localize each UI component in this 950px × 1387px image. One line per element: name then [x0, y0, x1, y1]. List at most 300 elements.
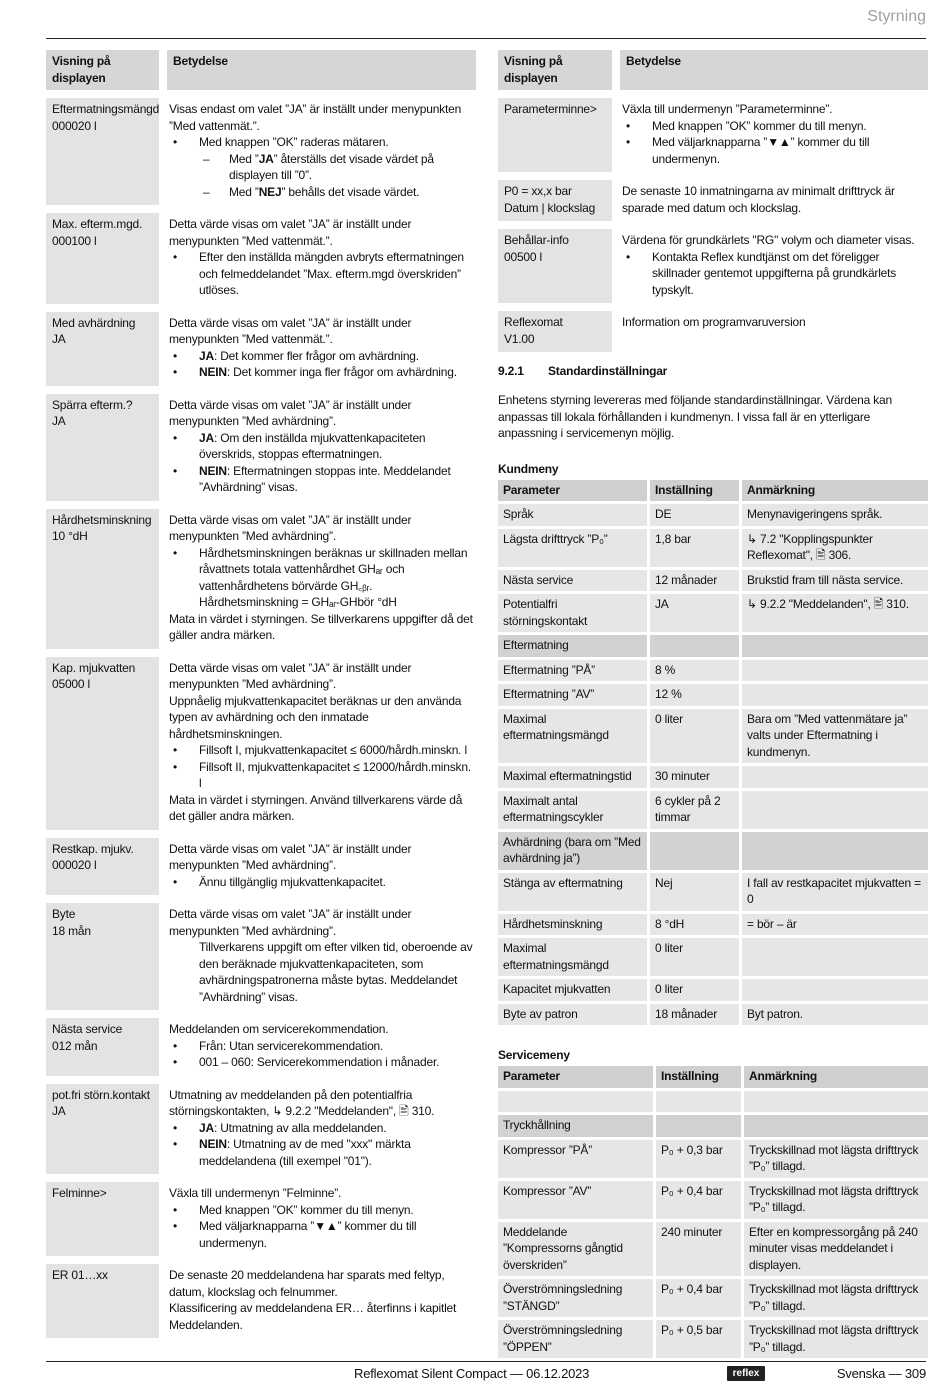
group-row: [498, 832, 928, 873]
kundmeny-caption: Kundmeny: [498, 461, 559, 476]
meaning-text: De senaste 20 meddelandena har sparats med feltyp, datum, klockslag och felnummer.: [169, 1268, 445, 1299]
table-row: [498, 1279, 928, 1320]
table-row: [46, 1264, 476, 1346]
bullet-mark: •: [173, 250, 178, 264]
remark-cell: [742, 791, 928, 832]
bullet-mark: •: [173, 874, 178, 889]
footer-page-number: Svenska — 309: [836, 1366, 926, 1381]
bullet-item: [169, 545, 474, 611]
table-row: [498, 766, 928, 791]
display-meaning-table-right: [498, 50, 928, 360]
remark-cell: [742, 635, 928, 660]
bullet-body: : Om den inställda mjukvattenkapaciteten överskrids, stoppas eftermatningen.: [199, 430, 426, 461]
meaning-cell: [167, 657, 476, 838]
bullet-text: [199, 134, 389, 151]
sub-bullet-text: [229, 151, 474, 184]
remark-cell: Tryckskillnad mot lägsta drifttryck ”P₀” tillagd.: [744, 1320, 928, 1361]
meaning-cell: [167, 509, 476, 657]
sub-pre: Med ”: [229, 151, 259, 166]
parameter-cell: Maximal eftermatningsmängd: [498, 938, 650, 979]
meaning-text: Detta värde visas om valet ”JA” är inställt under menypunkten ”Med avhärdning”.: [169, 907, 412, 938]
bullet-mark: •: [173, 365, 178, 379]
bullet-mark: •: [173, 1137, 178, 1151]
display-cell: [46, 838, 167, 904]
bullet-text: [199, 463, 474, 496]
bullet-mark: •: [173, 135, 178, 149]
setting-cell: 240 minuter: [656, 1222, 744, 1280]
bullet-text: [199, 364, 457, 381]
meaning-text: Detta värde visas om valet ”JA” är inställt under menypunkten ”Med avhärdning”.: [169, 512, 412, 543]
sub-bullet-text: [229, 184, 419, 201]
meaning-text: Mata in värdet i styrningen. Använd tillverkarens värde då det gäller andra märken.: [169, 792, 463, 823]
meaning-cell: [167, 98, 476, 213]
display-text: Med avhärdning: [52, 315, 136, 330]
bullet-text: [199, 759, 474, 792]
remark-cell: [744, 1091, 928, 1116]
display-cell: [498, 311, 620, 360]
meaning-text: Värdena för grundkärlets "RG" volym och diameter visas.: [622, 233, 915, 247]
display-text: Parameterminne>: [504, 102, 597, 116]
header-rule: [46, 38, 926, 39]
setting-cell: 8 °dH: [650, 914, 742, 939]
bullet-keyword: NEIN: [199, 463, 227, 478]
display-cell: [498, 229, 620, 311]
display-meaning-table-left: [46, 50, 476, 1346]
remark-cell: I fall av restkapacitet mjukvatten = 0: [742, 873, 928, 914]
bullet-mark: •: [173, 1038, 178, 1053]
parameter-cell: Maximal eftermatningstid: [498, 766, 650, 791]
parameter-cell: Avhärdning (bara om ”Med avhärdning ja”): [498, 832, 650, 873]
bullet-item: [169, 874, 474, 891]
display-text: P0 = xx,x bar: [504, 184, 572, 198]
display-text: 000020 l: [52, 118, 97, 133]
bullet-text: [199, 1202, 414, 1219]
table-row: [498, 914, 928, 939]
table-row: [46, 1084, 476, 1183]
bullet-item: [169, 1054, 474, 1071]
meaning-text: Detta värde visas om valet ”JA” är inställt under menypunkten ”Med vattenmät.”.: [169, 315, 412, 346]
display-text: Kap. mjukvatten: [52, 660, 136, 675]
display-cell: [498, 180, 620, 229]
setting-cell: 12 månader: [650, 570, 742, 595]
display-text: Felminne>: [52, 1186, 107, 1200]
parameter-cell: Kompressor ”PÅ”: [498, 1140, 656, 1181]
meaning-cell: [620, 229, 928, 311]
setting-cell: Nej: [650, 873, 742, 914]
display-text: Byte: [52, 907, 76, 921]
setting-cell: 1,8 bar: [650, 529, 742, 570]
bullet-body: 001 – 060: Servicerekommendation i månader.: [199, 1055, 440, 1069]
bullet-body: : Det kommer fler frågor om avhärdning.: [213, 348, 419, 363]
parameter-cell: Maximal eftermatningsmängd: [498, 709, 650, 767]
meaning-text: Klassificering av meddelandena ER… återfinns i kapitlet Meddelanden.: [169, 1301, 457, 1332]
section-intro: Enhetens styrning levereras med följande standardinställningar. Värdena kan anpassas till lokala förhållanden i kundmenyn. I vissa fall är en ytterligare anpassning i servicemenyn möjlig.: [498, 393, 892, 440]
bullet-mark: •: [173, 743, 178, 757]
setting-cell: 0 liter: [650, 938, 742, 979]
meaning-cell: [167, 394, 476, 509]
display-text: JA: [52, 1104, 66, 1118]
display-text: Eftermatningsmängd: [52, 102, 160, 116]
table-row: [46, 838, 476, 904]
table-row: [498, 938, 928, 979]
display-text: Restkap. mjukv.: [52, 841, 134, 856]
remark-cell: [744, 1115, 928, 1140]
table-header-display: Visning på displayen: [46, 50, 167, 98]
meaning-text: Växla till undermenyn ”Parameterminne”.: [622, 102, 833, 116]
remark-cell: [742, 766, 928, 791]
bullet-item: [169, 348, 474, 365]
meaning-text: De senaste 10 inmatningarna av minimalt drifttryck är sparade med datum och klockslag.: [622, 184, 895, 215]
display-text: JA: [52, 332, 66, 346]
meaning-text: Växla till undermenyn ”Felminne”.: [169, 1186, 342, 1200]
parameter-cell: Kompressor ”AV”: [498, 1181, 656, 1222]
bullet-text: [652, 134, 926, 167]
parameter-cell: Potentialfri störningskontakt: [498, 594, 650, 635]
bullet-keyword: NEIN: [199, 365, 227, 379]
meaning-cell: [620, 98, 928, 180]
bullet-mark: •: [173, 1202, 178, 1217]
display-text: 012 mån: [52, 1038, 98, 1053]
table-header-display: Visning på displayen: [498, 50, 620, 98]
sub-body: ” behålls det visade värdet.: [281, 184, 420, 199]
bullet-mark: •: [173, 463, 178, 478]
table-row: [498, 1091, 928, 1116]
meaning-text: Information om programvaruversion: [622, 315, 806, 329]
bullet-text: [652, 249, 926, 299]
display-cell: [46, 98, 167, 213]
right-column: [498, 50, 928, 1361]
parameter-cell: [498, 1091, 656, 1116]
bullet-item: [622, 134, 926, 167]
table-row: [498, 1222, 928, 1280]
setting-cell: 18 månader: [650, 1004, 742, 1029]
table-row: [498, 979, 928, 1004]
table-row: [46, 98, 476, 213]
bullet-item: [169, 463, 474, 496]
display-cell: [46, 1084, 167, 1183]
meaning-cell: [167, 1018, 476, 1084]
parameter-cell: Eftermatning ”PÅ”: [498, 660, 650, 685]
bullet-keyword: NEIN: [199, 1137, 227, 1151]
bullet-body: : Utmatning av alla meddelanden.: [213, 1120, 387, 1135]
bullet-item: [169, 742, 474, 759]
bullet-text: [652, 118, 867, 135]
remark-cell: Tryckskillnad mot lägsta drifttryck ”P₀” tillagd.: [744, 1279, 928, 1320]
setting-cell: P₀ + 0,5 bar: [656, 1320, 744, 1361]
display-cell: [46, 903, 167, 1018]
bullet-body: Hårdhetsminskningen beräknas ur skillnaden mellan råvattnets totala vattenhårdhet GHₐᵣ och vattenhårdhetens börvärde GH꜀ᵦᵣ. Hårdhetsminskning = GHₐᵣ-GHbör °dH: [199, 545, 468, 609]
setting-cell: 6 cykler på 2 timmar: [650, 791, 742, 832]
bullet-mark: •: [173, 545, 178, 560]
setting-cell: [650, 635, 742, 660]
servicemeny-caption: Servicemeny: [498, 1048, 570, 1062]
bullet-text: [199, 545, 474, 611]
remark-cell: Byt patron.: [742, 1004, 928, 1029]
table-row: [46, 312, 476, 394]
bullet-mark: •: [626, 135, 631, 149]
table-row: [498, 873, 928, 914]
table-row: [498, 791, 928, 832]
table-row: [46, 903, 476, 1018]
remark-cell: Tryckskillnad mot lägsta drifttryck ”P₀” tillagd.: [744, 1181, 928, 1222]
meaning-text: Utmatning av meddelanden på den potentialfria störningskontakten, ↳ 9.2.2 "Meddelanden", 🖹 310.: [169, 1087, 435, 1118]
table-row: [46, 213, 476, 312]
meaning-text: Detta värde visas om valet ”JA” är inställt under menypunkten ”Med avhärdning”.: [169, 397, 412, 428]
bullet-item: [622, 118, 926, 135]
parameter-cell: Eftermatning: [498, 635, 650, 660]
parameter-cell: Överströmningsledning ”STÄNGD”: [498, 1279, 656, 1320]
remark-cell: Bara om ”Med vattenmätare ja” valts under Eftermatning i kundmenyn.: [742, 709, 928, 767]
bullet-text: [199, 874, 386, 891]
parameter-cell: Maximalt antal eftermatningscykler: [498, 791, 650, 832]
bullet-body: : Det kommer inga fler frågor om avhärdning.: [226, 365, 457, 379]
setting-cell: 8 %: [650, 660, 742, 685]
bullet-text: [199, 1136, 474, 1169]
meaning-text: Detta värde visas om valet ”JA” är inställt under menypunkten ”Med avhärdning”.: [169, 841, 412, 872]
bullet-item: [169, 1120, 474, 1137]
meaning-cell: [167, 1182, 476, 1264]
table-row: [46, 394, 476, 509]
meaning-cell: [167, 312, 476, 394]
bullet-mark: •: [173, 1219, 178, 1233]
display-text: Reflexomat: [504, 315, 563, 329]
display-text: Spärra efterm.?: [52, 397, 133, 412]
setting-cell: P₀ + 0,4 bar: [656, 1181, 744, 1222]
display-cell: [46, 1182, 167, 1264]
bullet-body: Efter den inställda mängden avbryts eftermatningen och felmeddelandet ”Max. efterm.mgd överskriden” utlöses.: [199, 250, 464, 297]
remark-cell: Efter en kompressorgång på 240 minuter visas meddelandet i displayen.: [744, 1222, 928, 1280]
display-cell: [46, 213, 167, 312]
bullet-body: : Eftermatningen stoppas inte. Meddelandet ”Avhärdning” visas.: [199, 463, 451, 494]
table-row: [498, 180, 928, 229]
table-row: [498, 684, 928, 709]
column-header: Parameter: [498, 1066, 656, 1091]
display-cell: [46, 1264, 167, 1346]
display-text: 00500 l: [504, 249, 542, 264]
table-row: [498, 1140, 928, 1181]
display-text: V1.00: [504, 331, 535, 346]
meaning-text: Visas endast om valet ”JA” är inställt under menypunkten ”Med vattenmät.”.: [169, 102, 462, 133]
table-row: [498, 1181, 928, 1222]
setting-cell: 12 %: [650, 684, 742, 709]
table-row: [498, 229, 928, 311]
kundmeny-table: [498, 480, 928, 1029]
meaning-text: Detta värde visas om valet ”JA” är inställt under menypunkten ”Med vattenmät.”.: [169, 217, 412, 248]
table-row: [498, 660, 928, 685]
parameter-cell: Språk: [498, 504, 650, 529]
bullet-mark: •: [626, 118, 631, 133]
bullet-text: [199, 1120, 386, 1137]
table-row: [498, 1320, 928, 1361]
meaning-cell: [167, 838, 476, 904]
parameter-cell: Nästa service: [498, 570, 650, 595]
display-text: 05000 l: [52, 677, 90, 691]
bullet-text: [199, 742, 467, 759]
bullet-item: [169, 430, 474, 463]
remark-cell: ↳ 7.2 "Kopplingspunkter Reflexomat", 🖹 306.: [742, 529, 928, 570]
display-text: JA: [52, 414, 66, 428]
table-row: [498, 529, 928, 570]
remark-cell: [742, 938, 928, 979]
bullet-keyword: JA: [199, 430, 214, 445]
display-cell: [46, 312, 167, 394]
sub-bullet-item: [169, 184, 474, 201]
remark-cell: [742, 660, 928, 685]
section-number: 9.2.1: [498, 364, 524, 378]
sub-pre: Med ”: [229, 184, 259, 199]
sub-bullet-item: [169, 151, 474, 184]
meaning-cell: [620, 311, 928, 360]
table-row: [46, 1182, 476, 1264]
parameter-cell: Hårdhetsminskning: [498, 914, 650, 939]
bullet-keyword: JA: [199, 348, 214, 363]
parameter-cell: Tryckhållning: [498, 1115, 656, 1140]
bullet-item: [169, 134, 474, 151]
footer-document-title: Reflexomat Silent Compact — 06.12.2023: [354, 1366, 590, 1381]
bullet-body: : Utmatning av de med "xxx" märkta meddelandena (till exempel "01").: [199, 1137, 411, 1168]
setting-cell: DE: [650, 504, 742, 529]
bullet-mark: •: [173, 1120, 178, 1135]
servicemeny-table: [498, 1066, 928, 1361]
footer-rule: [46, 1361, 926, 1362]
bullet-item: [169, 1202, 474, 1219]
setting-cell: JA: [650, 594, 742, 635]
display-cell: [46, 394, 167, 509]
meaning-text: Detta värde visas om valet ”JA” är inställt under menypunkten ”Med avhärdning”.: [169, 660, 412, 691]
setting-cell: 0 liter: [650, 709, 742, 767]
remark-cell: [742, 684, 928, 709]
remark-cell: [742, 979, 928, 1004]
display-text: 10 °dH: [52, 529, 88, 543]
group-row: [498, 635, 928, 660]
bullet-body: Med väljarknapparna ”▼▲” kommer du till undermenyn.: [199, 1219, 417, 1250]
bullet-text: [199, 1054, 439, 1071]
remark-cell: ↳ 9.2.2 "Meddelanden", 🖹 310.: [742, 594, 928, 635]
remark-cell: [742, 832, 928, 873]
setting-cell: 0 liter: [650, 979, 742, 1004]
bullet-item: [169, 364, 474, 381]
section-title: Standardinställningar: [548, 364, 668, 378]
setting-cell: [656, 1091, 744, 1116]
sub-keyword: JA: [258, 151, 274, 166]
section-header: Styrning: [867, 8, 926, 25]
bullet-body: Med väljarknapparna ”▼▲” kommer du till undermenyn.: [652, 135, 870, 166]
display-text: 18 mån: [52, 923, 91, 938]
parameter-cell: Eftermatning ”AV”: [498, 684, 650, 709]
bullet-body: Med knappen ”OK” kommer du till menyn.: [652, 118, 867, 133]
parameter-cell: Meddelande ”Kompressorns gångtid överskriden”: [498, 1222, 656, 1280]
bullet-text: [199, 348, 419, 365]
meaning-cell: [167, 1264, 476, 1346]
display-text: pot.fri störn.kontakt: [52, 1087, 150, 1102]
table-row: [498, 1004, 928, 1029]
table-row: [498, 709, 928, 767]
parameter-cell: Kapacitet mjukvatten: [498, 979, 650, 1004]
table-row: [498, 570, 928, 595]
table-row: [498, 311, 928, 360]
display-text: Max. efterm.mgd.: [52, 217, 143, 231]
meaning-text: Uppnåelig mjukvattenkapacitet beräknas ur den använda typen av avhärdning och den inmatade hårdhetsminskningen.: [169, 693, 462, 741]
table-row: [46, 1018, 476, 1084]
bullet-mark: •: [173, 759, 178, 774]
meaning-cell: [620, 180, 928, 229]
setting-cell: [650, 832, 742, 873]
bullet-mark: •: [173, 1055, 178, 1069]
meaning-text: Meddelanden om servicerekommendation.: [169, 1022, 389, 1036]
bullet-body: Med knappen ”OK” raderas mätaren.: [199, 135, 389, 149]
bullet-item: [169, 1038, 474, 1055]
display-text: 000020 l: [52, 858, 97, 872]
bullet-body: Fillsoft I, mjukvattenkapacitet ≤ 6000/hårdh.minskn. l: [199, 743, 467, 757]
bullet-text: [199, 249, 474, 299]
parameter-cell: Lägsta drifttryck ”P₀”: [498, 529, 650, 570]
bullet-mark: •: [173, 430, 178, 445]
bullet-body: Med knappen ”OK” kommer du till menyn.: [199, 1202, 414, 1217]
bullet-mark: •: [173, 348, 178, 363]
meaning-hanging-text: Tillverkarens uppgift om efter vilken tid, oberoende av den beräknade mjukvattenkapaciteten, som avhärdningspatronerna måste bytas. Meddelandet ”Avhärdning” visas.: [199, 940, 473, 1004]
left-column: [46, 50, 476, 1346]
section-heading: [498, 364, 928, 378]
table-row: [46, 657, 476, 838]
header-row: [498, 480, 928, 505]
display-cell: [46, 657, 167, 838]
table-row: [498, 504, 928, 529]
table-row: [46, 509, 476, 657]
remark-cell: Menynavigeringens språk.: [742, 504, 928, 529]
meaning-cell: [167, 1084, 476, 1183]
table-row: [498, 594, 928, 635]
display-text: Nästa service: [52, 1022, 123, 1036]
display-text: Datum | klockslag: [504, 200, 596, 215]
bullet-keyword: JA: [199, 1120, 214, 1135]
bullet-text: [199, 430, 474, 463]
meaning-cell: [167, 903, 476, 1018]
table-header-meaning: Betydelse: [167, 50, 476, 98]
bullet-body: Fillsoft II, mjukvattenkapacitet ≤ 12000/hårdh.minskn. l: [199, 759, 471, 790]
meaning-text: Mata in värdet i styrningen. Se tillverkarens uppgifter då det gäller andra märken.: [169, 611, 473, 642]
dash-mark: –: [203, 151, 210, 166]
display-text: Behållar-info: [504, 233, 569, 247]
table-header-meaning: Betydelse: [620, 50, 928, 98]
setting-cell: P₀ + 0,3 bar: [656, 1140, 744, 1181]
header-row: [498, 1066, 928, 1091]
display-text: 000100 l: [52, 233, 97, 248]
bullet-mark: •: [626, 249, 631, 264]
column-header: Inställning: [656, 1066, 744, 1091]
reflex-logo: reflex: [727, 1366, 765, 1381]
column-header: Anmärkning: [744, 1066, 928, 1091]
table-row: [498, 98, 928, 180]
bullet-body: Ännu tillgänglig mjukvattenkapacitet.: [199, 874, 386, 889]
column-header: Anmärkning: [742, 480, 928, 505]
display-cell: [46, 1018, 167, 1084]
bullet-body: Kontakta Reflex kundtjänst om det föreligger skillnader gentemot uppgifterna på grundkärlets typskylt.: [652, 249, 897, 297]
display-text: ER 01…xx: [52, 1268, 108, 1282]
bullet-item: [169, 1136, 474, 1169]
parameter-cell: Byte av patron: [498, 1004, 650, 1029]
meaning-cell: [167, 213, 476, 312]
column-header: Inställning: [650, 480, 742, 505]
display-text: Hårdhetsminskning: [52, 512, 152, 527]
display-cell: [498, 98, 620, 180]
column-header: Parameter: [498, 480, 650, 505]
setting-cell: P₀ + 0,4 bar: [656, 1279, 744, 1320]
remark-cell: = bör – är: [742, 914, 928, 939]
parameter-cell: Stänga av eftermatning: [498, 873, 650, 914]
sub-body: ” återställs det visade värdet på displayen till ”0”.: [229, 151, 434, 182]
parameter-cell: Överströmningsledning ”ÖPPEN”: [498, 1320, 656, 1361]
display-cell: [46, 509, 167, 657]
